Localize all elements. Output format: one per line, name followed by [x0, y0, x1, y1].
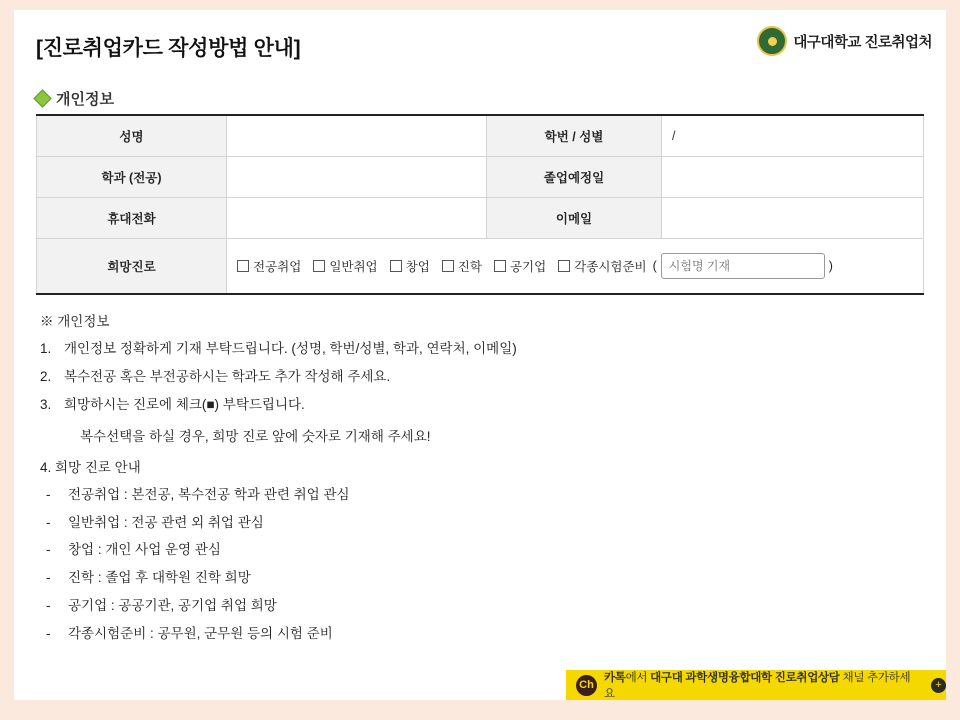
- checkbox-label: 공기업: [509, 259, 547, 274]
- note-marker: 2.: [40, 368, 52, 384]
- checkbox-label: 각종시험준비: [574, 259, 647, 274]
- slide-canvas: [14, 10, 946, 700]
- checkbox-startup[interactable]: [390, 257, 430, 275]
- personal-info-table: [36, 114, 924, 295]
- kakao-text-mid: 에서: [625, 672, 651, 684]
- checkbox-icon: [237, 260, 249, 272]
- checkbox-major-employment[interactable]: [237, 257, 301, 275]
- checkbox-general-employment[interactable]: [313, 257, 377, 275]
- note-item: [40, 341, 920, 358]
- table-row: [37, 197, 924, 238]
- field-label-career: 희망진로: [37, 238, 227, 294]
- note-marker: 3.: [40, 396, 52, 412]
- notes-heading: ※ 개인정보: [40, 314, 110, 329]
- guide-heading: 4. 희망 진로 안내: [40, 459, 141, 475]
- table-row: [37, 115, 924, 156]
- dash-marker: -: [46, 486, 51, 502]
- add-channel-icon[interactable]: +: [931, 678, 946, 693]
- field-value-phone[interactable]: [227, 197, 487, 238]
- checkbox-graduate-school[interactable]: [442, 257, 482, 275]
- field-value-name[interactable]: [227, 115, 487, 156]
- checkbox-icon: [313, 260, 325, 272]
- field-label-phone: 휴대전화: [37, 197, 227, 238]
- guide-text: 진학 : 졸업 후 대학원 진학 희망: [68, 570, 251, 586]
- kakao-text-bold: 대구대 과학생명융합대학 진로취업상담: [650, 672, 840, 684]
- field-value-email[interactable]: [662, 197, 924, 238]
- section-title: 개인정보: [56, 91, 114, 108]
- field-label-graduation-date: 졸업예정일: [487, 156, 662, 197]
- field-value-department[interactable]: [227, 156, 487, 197]
- slide-header: [14, 10, 946, 72]
- dash-marker: -: [46, 626, 51, 641]
- guide-item: [40, 626, 920, 643]
- field-label-email: 이메일: [487, 197, 662, 238]
- university-logo-label: 대구대학교 진로취업처: [793, 34, 932, 51]
- guide-text: 공기업 : 공공기관, 공기업 취업 희망: [68, 598, 277, 614]
- field-value-career: [227, 238, 924, 294]
- kakao-banner-text: [604, 669, 920, 701]
- guide-item: [40, 598, 920, 615]
- field-label-studentid-gender: 학번 / 성별: [487, 115, 662, 156]
- checkbox-label: 창업: [405, 259, 430, 274]
- career-options-group: [237, 253, 913, 279]
- note-text: 복수전공 혹은 부전공하시는 학과도 추가 작성해 주세요.: [64, 368, 391, 384]
- field-label-department: 학과 (전공): [37, 156, 227, 197]
- paren-open: (: [652, 258, 657, 273]
- checkbox-label: 전공취업: [253, 259, 302, 274]
- university-logo: [757, 26, 932, 56]
- checkbox-public-enterprise[interactable]: [494, 257, 546, 275]
- note-marker: 1.: [40, 341, 52, 356]
- field-value-graduation-date[interactable]: [662, 156, 924, 197]
- page-title: [진로취업카드 작성방법 안내]: [36, 37, 301, 60]
- guide-item: [40, 487, 920, 504]
- note-text: 희망하시는 진로에 체크(■) 부탁드립니다.: [64, 396, 305, 412]
- note-item: [40, 397, 920, 414]
- dash-marker: -: [46, 570, 51, 586]
- note-item: [40, 369, 920, 386]
- kakao-channel-icon: Ch: [576, 675, 597, 696]
- field-label-name: 성명: [37, 115, 227, 156]
- checkbox-icon: [494, 260, 506, 272]
- checkbox-label: 일반취업: [329, 259, 378, 274]
- note-text: 개인정보 정확하게 기재 부탁드립니다. (성명, 학번/성별, 학과, 연락처, 이메일): [64, 341, 517, 356]
- notes-block: [40, 310, 920, 654]
- kakao-text-pre: 카톡: [603, 672, 626, 684]
- guide-text: 창업 : 개인 사업 운영 관심: [68, 542, 221, 558]
- guide-text: 전공취업 : 본전공, 복수전공 학과 관련 취업 관심: [68, 486, 350, 502]
- checkbox-icon: [442, 260, 454, 272]
- guide-item: [40, 570, 920, 587]
- field-value-studentid-gender[interactable]: /: [662, 115, 924, 156]
- dash-marker: -: [46, 598, 51, 614]
- guide-item: [40, 542, 920, 559]
- checkbox-icon: [558, 260, 570, 272]
- table-row: [37, 156, 924, 197]
- guide-text: 각종시험준비 : 공무원, 군무원 등의 시험 준비: [68, 626, 333, 641]
- section-heading: [36, 88, 114, 109]
- checkbox-exam-prep[interactable]: [558, 257, 646, 275]
- checkbox-label: 진학: [457, 259, 482, 274]
- dash-marker: -: [46, 542, 51, 558]
- note-subtext: 복수선택을 하실 경우, 희망 진로 앞에 숫자로 기재해 주세요!: [80, 428, 431, 444]
- guide-item: [40, 515, 920, 532]
- exam-name-input[interactable]: [661, 253, 825, 279]
- university-emblem-icon: [757, 26, 787, 56]
- dash-marker: -: [46, 514, 51, 530]
- kakao-channel-banner[interactable]: [566, 670, 946, 700]
- guide-text: 일반취업 : 전공 관련 외 취업 관심: [68, 514, 264, 530]
- diamond-bullet-icon: [33, 89, 51, 107]
- paren-close: ): [828, 258, 833, 273]
- table-row-career: [37, 238, 924, 294]
- kakao-text-post: 채널 추가하세요: [603, 672, 911, 700]
- checkbox-icon: [390, 260, 402, 272]
